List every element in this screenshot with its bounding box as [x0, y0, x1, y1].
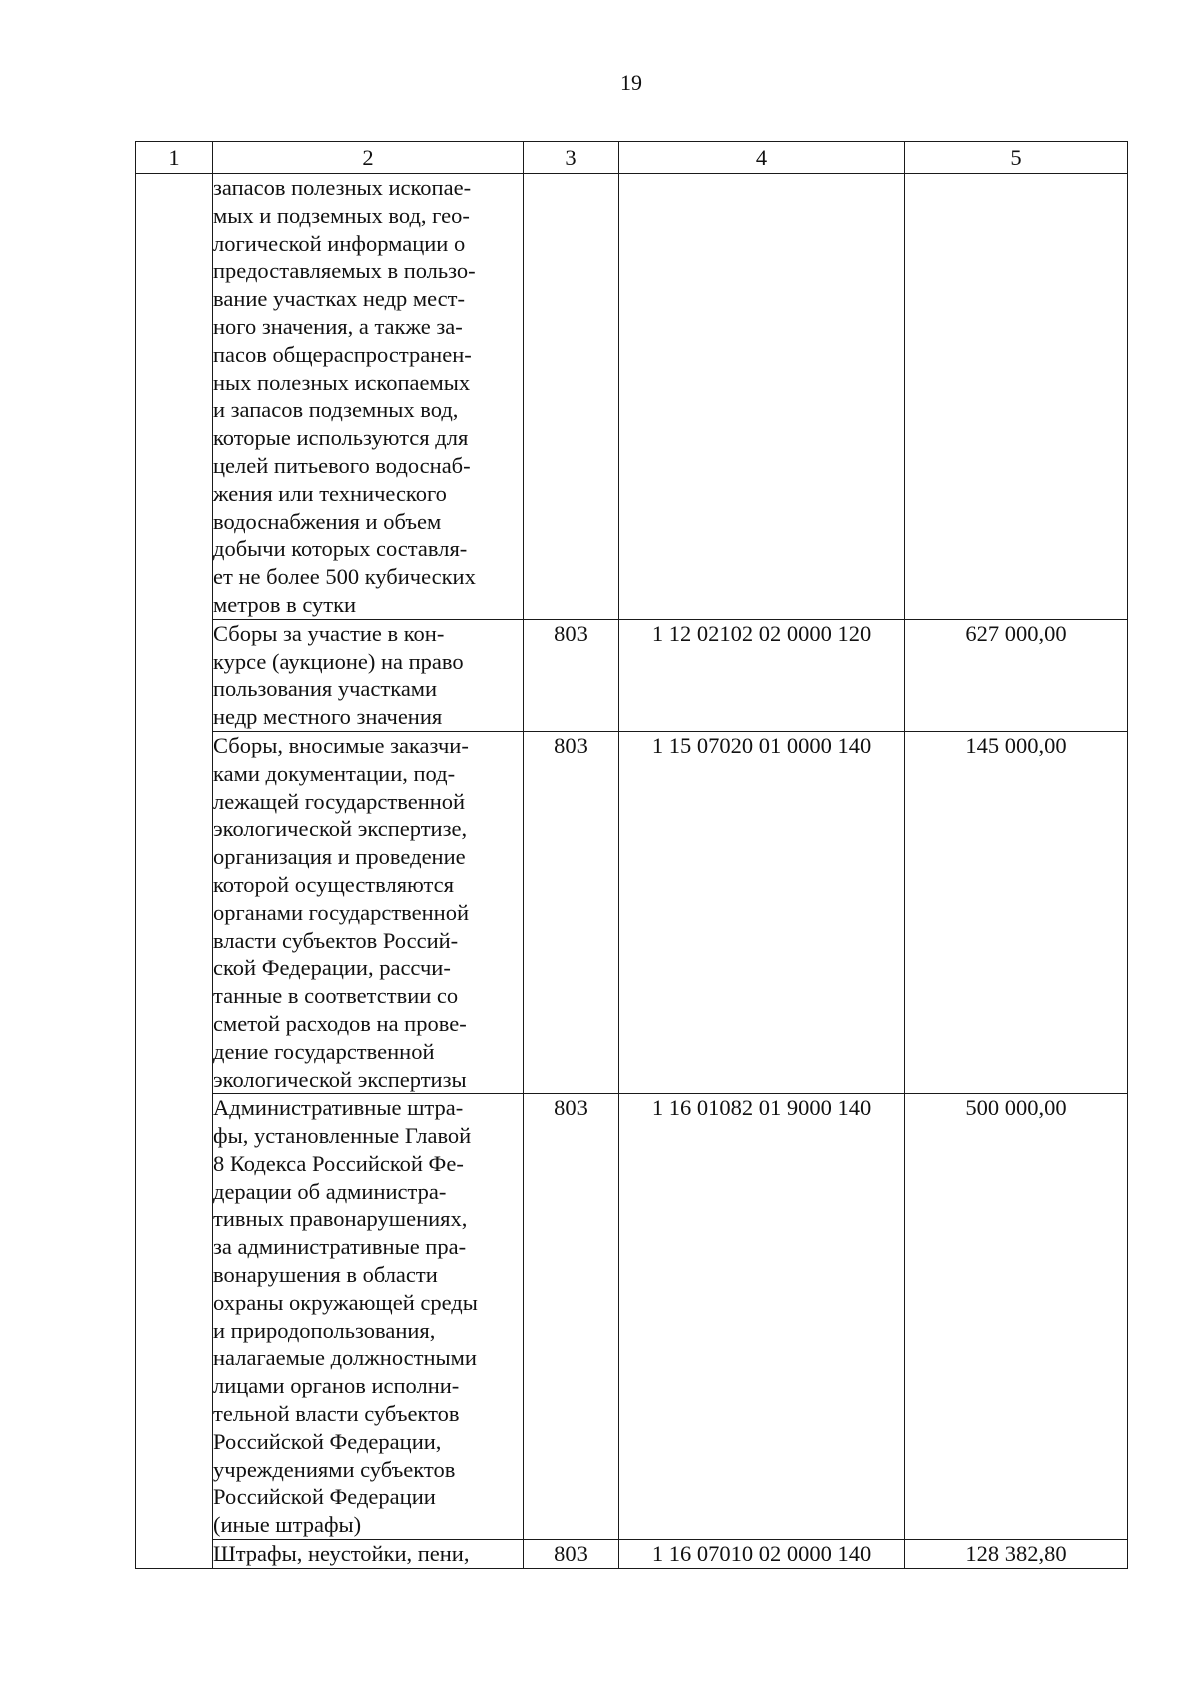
- description-line: 8 Кодекса Российской Фе-: [213, 1150, 464, 1176]
- revenue-table: [135, 141, 1128, 1569]
- description-cell: [213, 1540, 524, 1569]
- table-row: [136, 619, 1128, 731]
- description-line: ного значения, а также за-: [213, 313, 463, 339]
- description-line: пользования участками: [213, 676, 438, 702]
- row-number-cell: [136, 174, 213, 1569]
- description-line: тельной власти субъектов: [213, 1401, 460, 1427]
- description-line: вание участках недр мест-: [213, 286, 465, 312]
- description-line: водоснабжения и объем: [213, 508, 442, 534]
- description-line: экологической экспертизы: [213, 1066, 467, 1092]
- description-line: запасов полезных ископае-: [213, 175, 472, 200]
- description-line: Сборы, вносимые заказчи-: [213, 732, 469, 758]
- description-line: органами государственной: [213, 899, 470, 925]
- description-cell: [213, 731, 524, 1093]
- description-line: ской Федерации, рассчи-: [213, 955, 451, 981]
- header-col-5: 5: [905, 142, 1128, 174]
- description-line: (иные штрафы): [213, 1512, 362, 1538]
- description-line: Российской Федерации: [213, 1484, 436, 1510]
- description-line: организация и проведение: [213, 844, 466, 870]
- description-line: учреждениями субъектов: [213, 1456, 456, 1482]
- description-line: Сборы за участие в кон-: [213, 620, 445, 646]
- description-line: Российской Федерации,: [213, 1428, 442, 1454]
- header-col-4: 4: [619, 142, 905, 174]
- description-cell: [213, 174, 524, 620]
- admin-code-cell: 803: [524, 1540, 619, 1569]
- amount-cell: 128 382,80: [905, 1540, 1128, 1569]
- table-row: [136, 1540, 1128, 1569]
- description-line: фы, установленные Главой: [213, 1123, 472, 1149]
- description-line: добычи которых составля-: [213, 536, 468, 562]
- table-row: [136, 731, 1128, 1093]
- description-line: метров в сутки: [213, 591, 357, 617]
- budget-code-cell: [619, 174, 905, 620]
- description-line: пасов общераспространен-: [213, 341, 472, 367]
- description-line: дерации об администра-: [213, 1178, 447, 1204]
- description-line: ет не более 500 кубических: [213, 564, 476, 590]
- description-line: логической информации о: [213, 230, 466, 256]
- description-line: которой осуществляются: [213, 871, 454, 897]
- description-line: целей питьевого водоснаб-: [213, 452, 471, 478]
- page-number: 19: [620, 70, 642, 95]
- description-line: охраны окружающей среды: [213, 1289, 478, 1315]
- amount-cell: [905, 174, 1128, 620]
- table-row: [136, 1094, 1128, 1540]
- description-line: и природопользования,: [213, 1317, 436, 1343]
- description-line: лицами органов исполни-: [213, 1373, 460, 1399]
- description-line: мых и подземных вод, гео-: [213, 202, 470, 228]
- description-line: лежащей государственной: [213, 788, 466, 814]
- description-cell: [213, 619, 524, 731]
- budget-code-cell: 1 12 02102 02 0000 120: [619, 619, 905, 731]
- description-line: недр местного значения: [213, 704, 443, 730]
- description-line: за административные пра-: [213, 1234, 467, 1260]
- header-col-3: 3: [524, 142, 619, 174]
- admin-code-cell: 803: [524, 731, 619, 1093]
- header-row: [136, 142, 1128, 174]
- description-line: власти субъектов Россий-: [213, 927, 459, 953]
- description-cell: [213, 1094, 524, 1540]
- admin-code-cell: 803: [524, 1094, 619, 1540]
- description-line: курсе (аукционе) на право: [213, 648, 464, 674]
- description-line: и запасов подземных вод,: [213, 397, 459, 423]
- description-line: жения или технического: [213, 480, 447, 506]
- amount-cell: 500 000,00: [905, 1094, 1128, 1540]
- budget-code-cell: 1 15 07020 01 0000 140: [619, 731, 905, 1093]
- description-line: ками документации, под-: [213, 760, 456, 786]
- header-col-1: 1: [136, 142, 213, 174]
- description-line: которые используются для: [213, 425, 469, 451]
- description-line: экологической экспертизе,: [213, 816, 468, 842]
- description-line: тивных правонарушениях,: [213, 1206, 468, 1232]
- admin-code-cell: [524, 174, 619, 620]
- description-line: танные в соответствии со: [213, 983, 459, 1009]
- budget-code-cell: 1 16 07010 02 0000 140: [619, 1540, 905, 1569]
- description-line: предоставляемых в пользо-: [213, 258, 476, 284]
- description-line: налагаемые должностными: [213, 1345, 477, 1371]
- admin-code-cell: 803: [524, 619, 619, 731]
- budget-code-cell: 1 16 01082 01 9000 140: [619, 1094, 905, 1540]
- amount-cell: 145 000,00: [905, 731, 1128, 1093]
- description-line: ных полезных ископаемых: [213, 369, 471, 395]
- description-line: дение государственной: [213, 1038, 435, 1064]
- description-line: Штрафы, неустойки, пени,: [213, 1541, 470, 1567]
- description-line: вонарушения в области: [213, 1262, 438, 1288]
- description-line: Административные штра-: [213, 1095, 464, 1121]
- table-row: [136, 174, 1128, 620]
- amount-cell: 627 000,00: [905, 619, 1128, 731]
- description-line: сметой расходов на прове-: [213, 1010, 467, 1036]
- header-col-2: 2: [213, 142, 524, 174]
